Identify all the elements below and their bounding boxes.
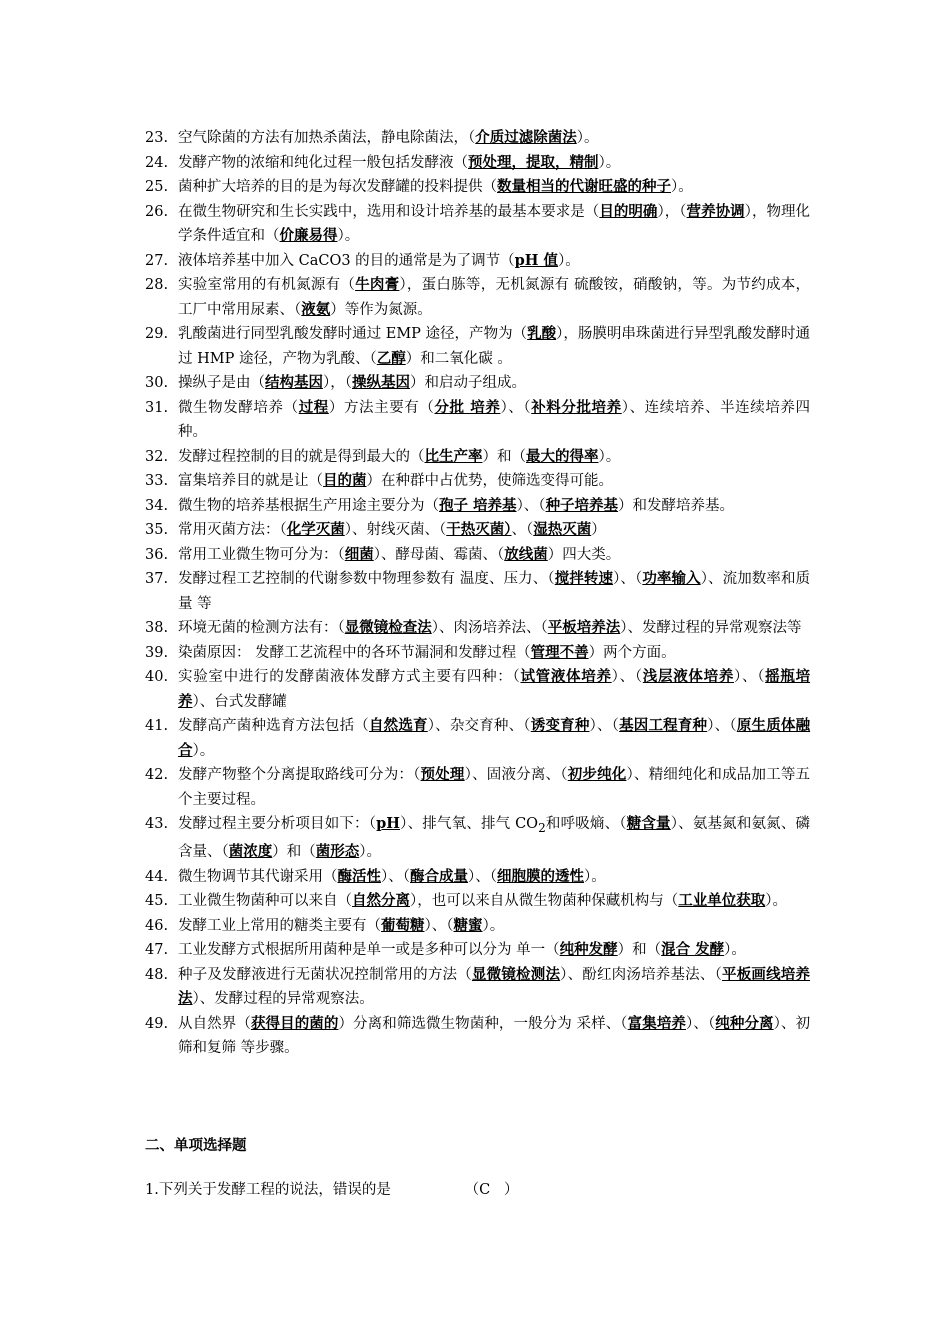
question-text: ）、（: [468, 868, 497, 885]
question-text: ）和（: [272, 844, 316, 861]
question-text: ）、杂交育种、（: [427, 718, 531, 734]
question-text: 发酵过程主要分析项目如下：（: [178, 816, 377, 832]
answer-text: 操纵基因: [352, 374, 410, 391]
answer-text: 浅层液体培养: [642, 668, 735, 685]
answer-text: 结构基因: [265, 374, 323, 391]
answer-text: 纯种分离: [715, 1014, 774, 1032]
question-text: 常用工业微生物可分为：（: [178, 546, 345, 563]
answer-text: 自然选育: [368, 717, 428, 734]
question-text: 工业微生物菌种可以来自（: [178, 893, 352, 910]
question-text: ）、排气氧、排气 CO: [400, 816, 539, 832]
answer-text: 显微镜检查法: [344, 619, 432, 636]
question-text: ）、台式发酵罐: [192, 693, 287, 710]
list-item: [145, 200, 810, 249]
question-text: ），（: [657, 203, 687, 220]
question-text: ）。: [584, 868, 606, 885]
question-text: ），也可以来自从微生物菌种保藏机构与（: [410, 893, 679, 910]
list-item: [145, 963, 810, 1012]
item-number: 38.: [145, 620, 169, 636]
answer-text: 分批 培养: [434, 398, 501, 416]
question-text: ）四大类。: [547, 546, 621, 563]
question-text: ）。: [598, 154, 621, 171]
question-text: ）、（: [589, 718, 620, 734]
question-text: ）。: [598, 448, 621, 465]
answer-text: 数量相当的代谢旺盛的种子: [497, 178, 671, 195]
question-text: ）。: [482, 917, 505, 934]
answer-text: 补料分批培养: [531, 398, 622, 416]
item-number: 35.: [145, 522, 169, 538]
list-item: [145, 665, 810, 714]
answer-text: 摇瓶培养: [178, 668, 811, 710]
question-text: ）。: [359, 844, 381, 861]
question-text: ）等作为氮源。: [330, 301, 432, 318]
question-text: ）分离和筛选微生物菌种，一般分为 采样、（: [338, 1015, 628, 1032]
question-text: ）、发酵过程的异常观察法。: [192, 991, 374, 1008]
question-text: ）。: [337, 228, 360, 244]
question-text: ）和启动子组成。: [410, 375, 526, 391]
answer-text: 搅拌转速: [554, 570, 614, 587]
question-text: ）和二氧化碳 。: [405, 350, 512, 367]
answer-text: 乙醇: [376, 349, 406, 367]
question-text: ）、发酵过程的异常观察法等: [620, 620, 802, 636]
answer-text: 功率输入: [642, 570, 701, 587]
question-text: ）方法主要有（: [328, 399, 435, 416]
question-text: ），（: [323, 375, 352, 391]
item-number: 48.: [145, 966, 169, 983]
item-number: 34.: [145, 497, 169, 514]
question-text: 染菌原因： 发酵工艺流程中的各环节漏洞和发酵过程（: [178, 644, 531, 661]
answer-text: 干热灭菌）: [446, 521, 512, 538]
question-text: 从自然界（: [178, 1015, 251, 1032]
answer-text: 液氨: [301, 300, 331, 318]
question-text: 富集培养目的就是让（: [178, 473, 323, 489]
answer-text: 原生质体融合: [178, 717, 811, 759]
item-number: 29.: [145, 326, 169, 342]
answer-text: 菌浓度: [228, 843, 273, 861]
question-text: ）、酵母菌、霉菌、（: [373, 546, 505, 563]
answer-text: 显微镜检测法: [471, 965, 561, 983]
item-number: 30.: [145, 375, 169, 391]
answer-text: 酶活性: [337, 867, 381, 885]
question-text: ）和（: [617, 942, 662, 959]
item-number: 24.: [145, 154, 169, 171]
list-item: [145, 518, 810, 543]
answer-text: 平板培养法: [547, 619, 621, 636]
question-text: 、（: [511, 522, 534, 538]
question-text: 常用灭菌方法：（: [178, 522, 287, 538]
question-text: ）、（: [424, 917, 454, 934]
answer-text: 初步纯化: [567, 766, 627, 783]
question-text: ）、精细纯化和成品加工等五个主要过程。: [178, 767, 811, 808]
question-text: 发酵产物整个分离提取路线可分为：（: [178, 767, 421, 783]
question-text: ）、（: [516, 497, 546, 514]
answer-text: 种子培养基: [545, 496, 619, 514]
list-item: [145, 714, 810, 763]
question-text: ）、（: [381, 868, 410, 885]
item-number: 23.: [145, 130, 169, 146]
item-number: 40.: [145, 669, 169, 685]
question-text: ）、酚红肉汤培养基法、（: [560, 966, 723, 983]
answer-text: 化学灭菌: [286, 521, 345, 538]
item-number: 36.: [145, 546, 169, 563]
list-item: [145, 396, 810, 445]
question-text: 发酵产物的浓缩和纯化过程一般包括发酵液（: [178, 154, 468, 171]
list-item: [145, 249, 810, 274]
list-item: [145, 126, 810, 151]
list-item: [145, 175, 810, 200]
answer-text: 过程: [298, 398, 329, 416]
item-number: 28.: [145, 277, 169, 293]
answer-text: 基因工程育种: [619, 717, 708, 734]
answer-text: 目的明确: [599, 202, 658, 220]
item-number: 43.: [145, 816, 169, 832]
question-text: ）、流加数率和质量 等: [178, 571, 811, 612]
question-text: ）在种群中占优势，使筛选变得可能。: [366, 473, 613, 489]
question-1: 1.下列关于发酵工程的说法，错误的是 （C ）: [145, 1182, 519, 1198]
answer-text: 湿热灭菌: [533, 521, 592, 538]
answer-text: 试管液体培养: [520, 668, 612, 685]
question-text: 种子及发酵液进行无菌状况控制常用的方法（: [178, 966, 472, 983]
question-text: ）和发酵培养基。: [618, 497, 735, 514]
question-text: ）、（: [500, 399, 532, 416]
question-text: 乳酸菌进行同型乳酸发酵时通过 EMP 途径，产物为（: [178, 326, 528, 342]
list-item: [145, 567, 810, 616]
answer-text: 介质过滤除菌法: [475, 129, 577, 146]
answer-text: 富集培养: [627, 1014, 687, 1032]
question-text: 微生物发酵培养（: [178, 399, 299, 416]
answer-text: 价廉易得: [279, 227, 338, 244]
question-text: 实验室中进行的发酵菌液体发酵方式主要有四种：（: [178, 669, 521, 685]
question-text: ）、氨基氮和氨氮、磷含量、（: [178, 816, 811, 861]
answer-text: 平板画线培养法: [178, 965, 811, 1008]
item-number: 45.: [145, 893, 169, 910]
question-text: ）两个方面。: [588, 644, 676, 661]
question-text: 操纵子是由（: [178, 375, 265, 391]
list-item: [145, 273, 810, 322]
question-text: 发酵工业上常用的糖类主要有（: [178, 917, 381, 934]
answer-text: 葡萄糖: [381, 916, 425, 934]
answer-text: 自然分离: [352, 892, 410, 910]
question-text: ）、射线灭菌、（: [344, 522, 447, 538]
answer-text: 细菌: [344, 545, 374, 563]
question-text: ），物理化学条件适宜和（: [178, 203, 811, 244]
question-text: 菌种扩大培养的目的是为每次发酵罐的投料提供（: [178, 179, 497, 195]
answer-text: 诱变育种: [530, 717, 590, 734]
list-item: [145, 322, 810, 371]
question-text: 环境无菌的检测方法有：（: [178, 620, 345, 636]
list-item: [145, 616, 810, 641]
item-number: 44.: [145, 868, 169, 885]
question-text: ），肠膜明串珠菌进行异型乳酸发酵时通过 HMP 途径，产物为乳酸、（: [178, 326, 811, 367]
answer-text: 牛肉膏: [355, 276, 400, 293]
question-text: ），蛋白胨等，无机氮源有 硫酸铵，硝酸钠，等。为节约成本，工厂中常用尿素、（: [178, 277, 811, 318]
question-text: 微生物的培养基根据生产用途主要分为（: [178, 497, 439, 514]
list-item: [145, 938, 810, 963]
answer-text: 孢子 培养基: [439, 496, 517, 514]
answer-text: 管理不善: [530, 643, 589, 661]
subscript-text: 2: [538, 820, 546, 835]
list-item: [145, 1012, 810, 1061]
question-text: 液体培养基中加入 CaCO3 的目的通常是为了调节（: [178, 252, 515, 269]
item-number: 31.: [145, 399, 169, 416]
question-text: ）、肉汤培养法、（: [431, 620, 548, 636]
question-text: ）。: [192, 742, 215, 759]
answer-text: 糖含量: [626, 815, 671, 832]
list-item: [145, 151, 810, 176]
question-text: ）、连续培养、半连续培养四种。: [178, 399, 811, 440]
question-text: ）、（: [613, 571, 643, 587]
question-text: ）。: [576, 130, 599, 146]
list-item: [145, 371, 810, 396]
list-item: [145, 889, 810, 914]
list-item: [145, 865, 810, 890]
answer-text: 预处理，提取，精制: [468, 153, 599, 171]
answer-text: 酶合成量: [410, 867, 468, 885]
answer-text: 目的菌: [323, 472, 367, 489]
item-number: 27.: [145, 252, 169, 269]
question-text: ）: [591, 522, 606, 538]
answer-text: pH 值: [514, 251, 559, 269]
answer-text: 获得目的菌的: [250, 1014, 339, 1032]
item-number: 37.: [145, 571, 169, 587]
question-text: ）和（: [482, 448, 526, 465]
answer-text: 乳酸: [527, 325, 557, 342]
answer-text: 比生产率: [424, 447, 483, 465]
question-text: 空气除菌的方法有加热杀菌法，静电除菌法，（: [178, 130, 476, 146]
question-text: ）。: [765, 893, 787, 910]
question-text: ）。: [724, 942, 746, 959]
answer-text: 混合 发酵: [661, 941, 725, 959]
question-text: ）、初筛和复筛 等步骤。: [178, 1015, 811, 1057]
list-item: [145, 914, 810, 939]
question-text: 和呼吸熵、（: [545, 816, 627, 832]
item-number: 49.: [145, 1015, 169, 1032]
question-text: ）、固液分离、（: [464, 767, 568, 783]
question-text: 工业发酵方式根据所用菌种是单一或是多种可以分为 单一（: [178, 942, 560, 959]
list-item: [145, 543, 810, 568]
question-text: 实验室常用的有机氮源有（: [178, 277, 356, 293]
answer-text: pH: [376, 815, 400, 832]
list-item: [145, 445, 810, 470]
list-item: [145, 494, 810, 519]
question-text: ）、（: [611, 669, 643, 685]
list-item: [145, 812, 810, 865]
item-number: 39.: [145, 644, 169, 661]
question-text: ）。: [558, 252, 580, 269]
fill-in-blank-list: [145, 126, 810, 1061]
question-text: ）、（: [734, 669, 766, 685]
list-item: [145, 641, 810, 666]
item-number: 25.: [145, 179, 169, 195]
question-text: ）、（: [686, 1015, 716, 1032]
section-title: 二、单项选择题: [145, 1137, 247, 1154]
question-text: 发酵过程控制的目的就是得到最大的（: [178, 448, 425, 465]
item-number: 42.: [145, 767, 169, 783]
answer-text: 糖蜜: [453, 916, 483, 934]
question-text: 在微生物研究和生长实践中，选用和设计培养基的最基本要求是（: [178, 203, 600, 220]
answer-text: 最大的得率: [526, 447, 599, 465]
item-number: 46.: [145, 917, 169, 934]
answer-text: 预处理: [420, 766, 465, 783]
answer-text: 放线菌: [504, 545, 548, 563]
question-text: 发酵高产菌种选育方法包括（: [178, 718, 369, 734]
answer-text: 营养协调: [686, 202, 745, 220]
list-item: [145, 763, 810, 812]
item-number: 26.: [145, 203, 169, 220]
list-item: [145, 469, 810, 494]
question-text: 微生物调节其代谢采用（: [178, 868, 338, 885]
answer-text: 细胞膜的透性: [497, 867, 584, 885]
answer-text: 工业单位获取: [678, 892, 766, 910]
question-text: ）。: [671, 179, 693, 195]
question-text: 发酵过程工艺控制的代谢参数中物理参数有 温度、压力、（: [178, 571, 555, 587]
question-text: ）、（: [707, 718, 737, 734]
item-number: 41.: [145, 718, 169, 734]
item-number: 32.: [145, 448, 169, 465]
item-number: 47.: [145, 942, 169, 959]
answer-text: 纯种发酵: [559, 941, 618, 959]
answer-text: 菌形态: [315, 843, 360, 861]
item-number: 33.: [145, 473, 169, 489]
